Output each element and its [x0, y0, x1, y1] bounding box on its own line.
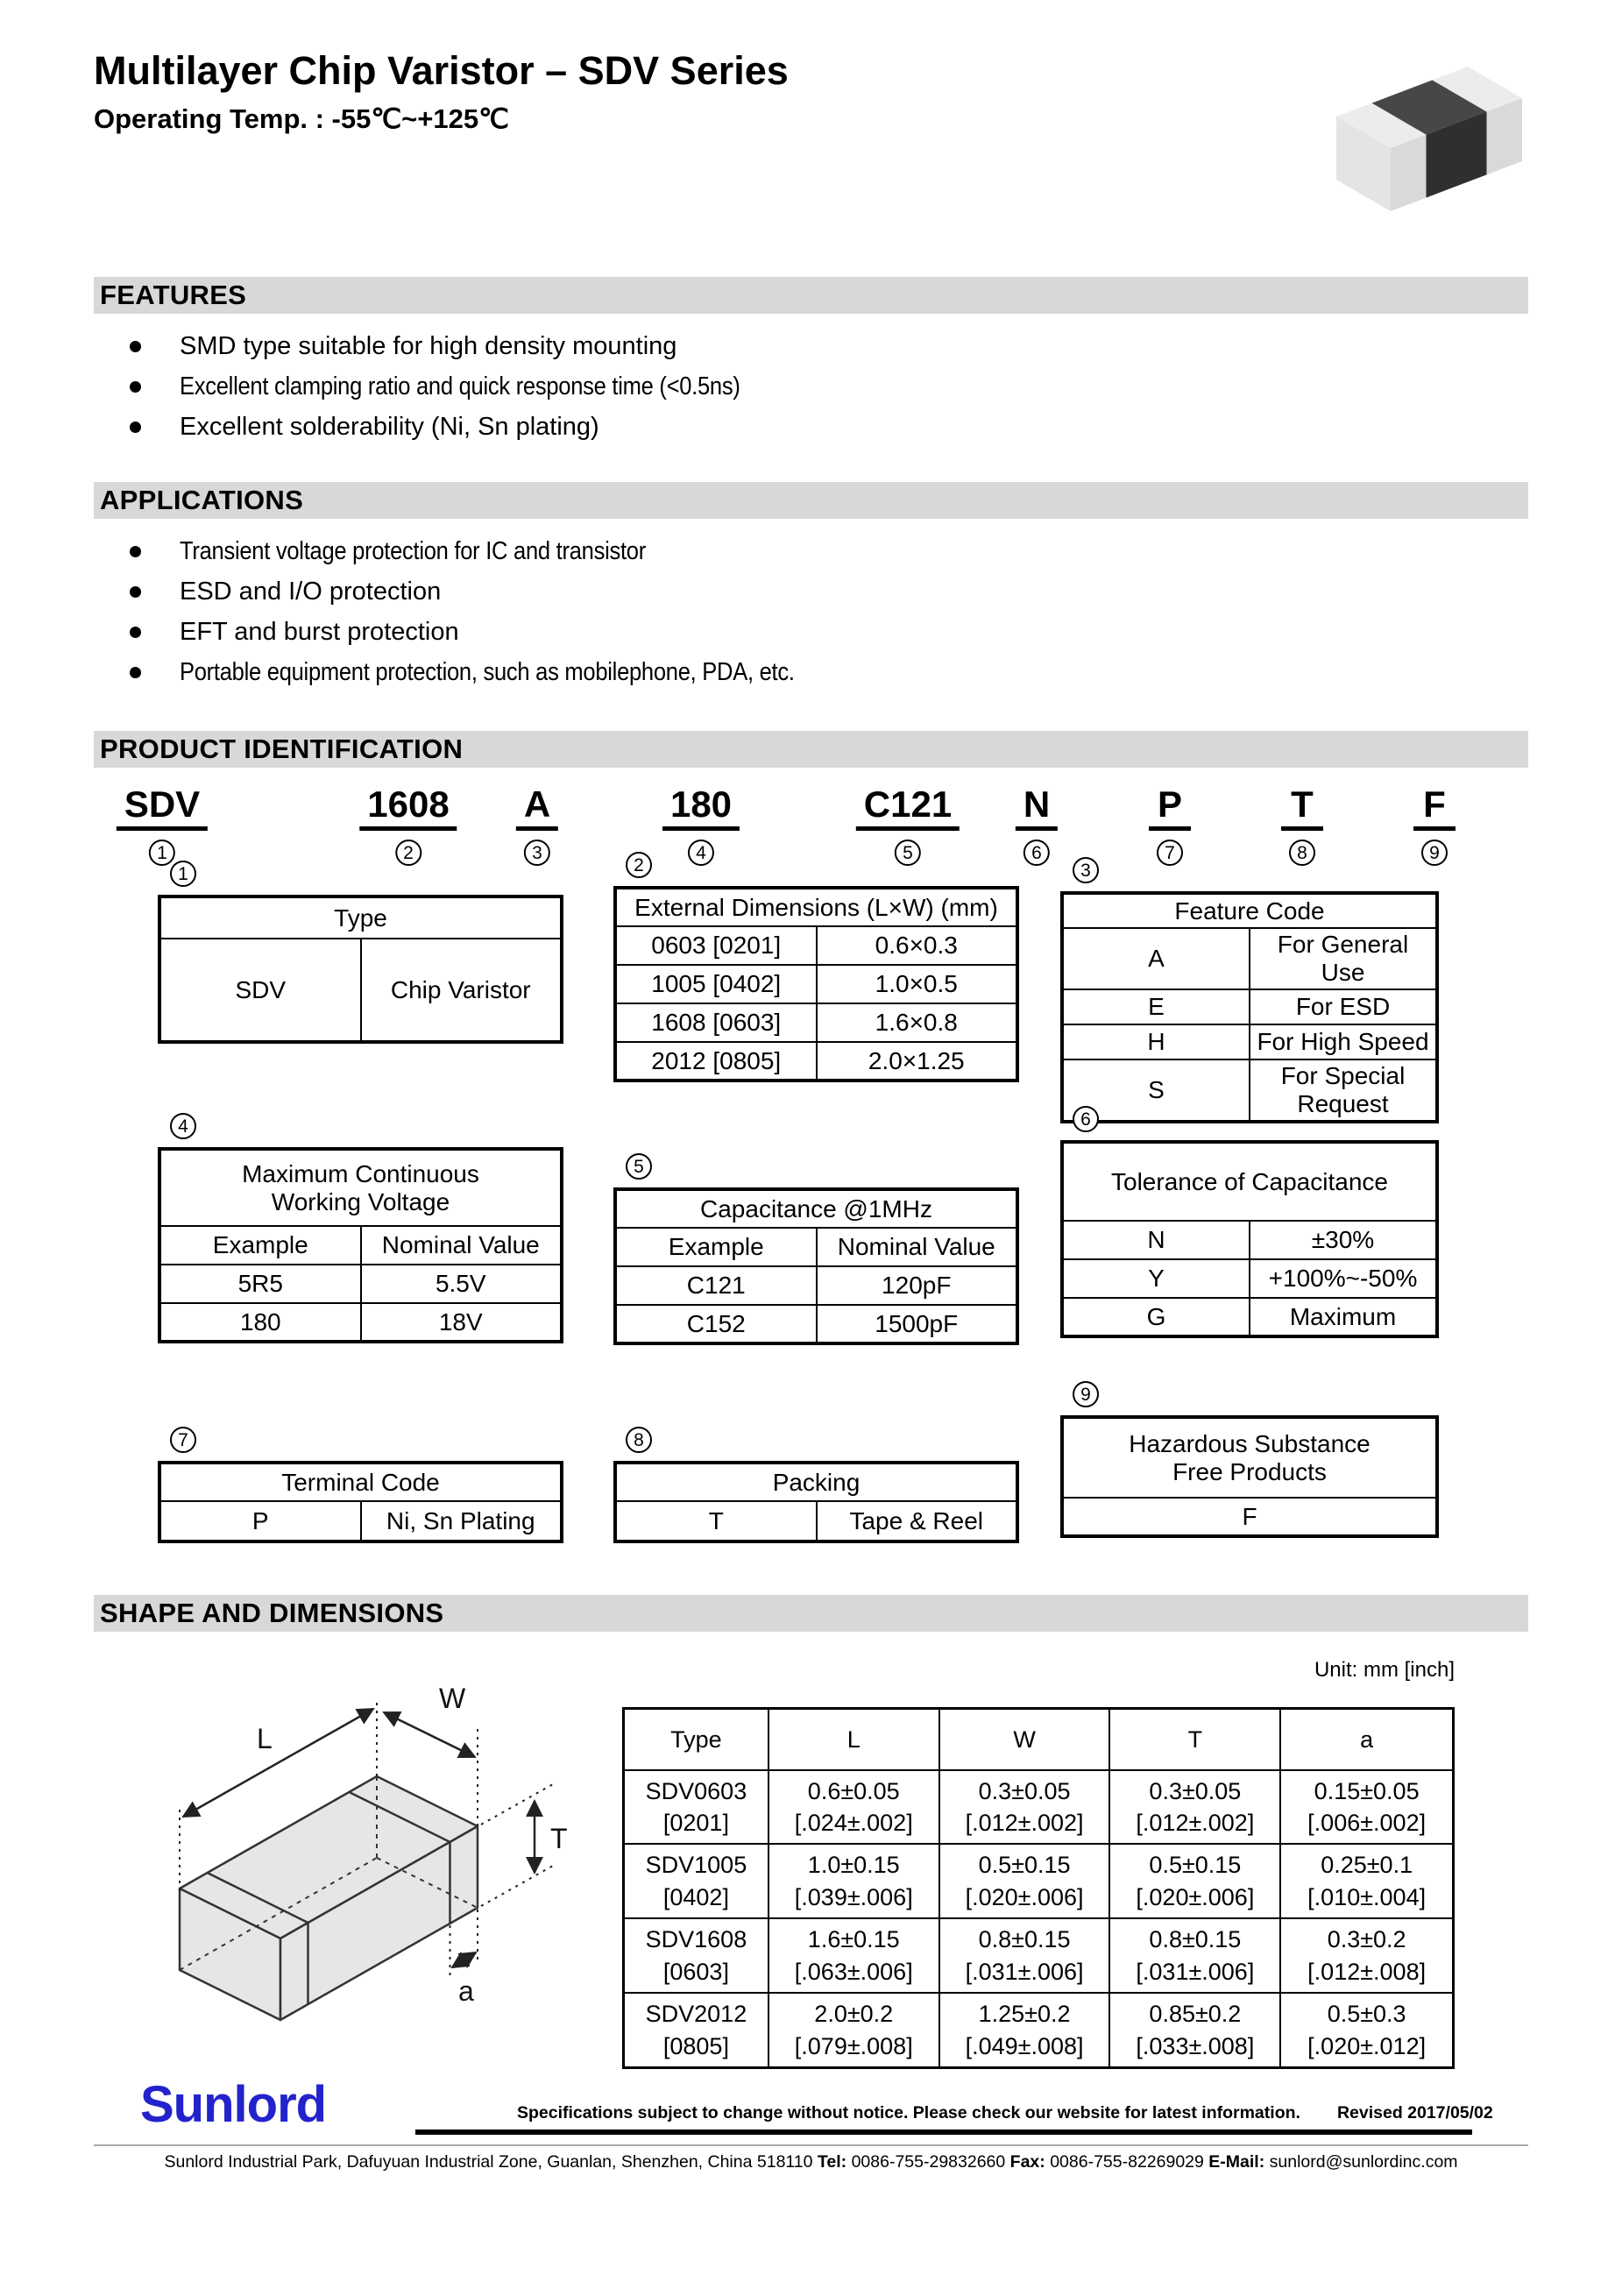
value-inch: [.020±.012]: [1307, 2032, 1427, 2059]
type-cell: [624, 1918, 769, 1993]
feature-text: Excellent clamping ratio and quick response time (<0.5ns): [180, 372, 740, 400]
l-cell: [769, 1770, 939, 1845]
value-mm: SDV1608: [645, 1926, 747, 1953]
tolerance-table: [1060, 1140, 1439, 1338]
hazardous-free-block: [1060, 1381, 1439, 1538]
circled-number-8-icon: 8: [626, 1427, 652, 1453]
table-title: Packing: [615, 1463, 1017, 1501]
value-mm: 0.8±0.15: [978, 1926, 1071, 1953]
l-cell: [769, 1993, 939, 2067]
application-text: EFT and burst protection: [180, 617, 459, 646]
circled-number-5-icon: 5: [895, 840, 921, 866]
voltage-value-cell: 5.5V: [361, 1265, 563, 1303]
list-item: [130, 366, 817, 407]
email-value: sunlord@sunlordinc.com: [1269, 2152, 1458, 2172]
value-inch: [.031±.006]: [1136, 1958, 1255, 1985]
column-header: T: [1109, 1709, 1280, 1770]
bullet-icon: [130, 381, 141, 393]
application-text: Portable equipment protection, such as mobilephone, PDA, etc.: [180, 657, 795, 686]
address-text: Sunlord Industrial Park, Dafuyuan Industrial Zone, Guanlan, Shenzhen, China 518110: [164, 2152, 813, 2172]
part-segment-feature: [516, 785, 558, 866]
a-cell: [1280, 1770, 1453, 1845]
tel-label: Tel:: [817, 2152, 847, 2172]
column-header: Nominal Value: [817, 1228, 1018, 1266]
tolerance-code-cell: Y: [1062, 1259, 1250, 1298]
tolerance-block: [1060, 1106, 1439, 1338]
value-mm: 0.3±0.2: [1327, 1926, 1406, 1953]
l-cell: [769, 1918, 939, 1993]
value-inch: [0603]: [662, 1958, 729, 1985]
page-title: Multilayer Chip Varistor – SDV Series: [94, 48, 789, 93]
feature-text: Excellent solderability (Ni, Sn plating): [180, 412, 599, 441]
value-inch: [.020±.006]: [1136, 1883, 1255, 1910]
page-subtitle: Operating Temp. : -55℃~+125℃: [94, 103, 509, 134]
part-segment-tolerance: [1016, 785, 1058, 866]
size-code-cell: 0603 [0201]: [615, 926, 817, 965]
list-item: [130, 531, 878, 571]
type-table: [158, 895, 563, 1044]
circled-number-8-icon: 8: [1289, 840, 1315, 866]
hazardous-free-table: [1060, 1415, 1439, 1538]
w-cell: [939, 1993, 1110, 2067]
l-cell: [769, 1844, 939, 1918]
hazardous-code-cell: F: [1062, 1498, 1437, 1536]
column-header: Type: [624, 1709, 769, 1770]
list-item: [130, 571, 878, 612]
part-segment-terminal: [1149, 785, 1191, 866]
bullet-icon: [130, 586, 141, 598]
column-header: L: [769, 1709, 939, 1770]
value-mm: 1.0±0.15: [807, 1852, 900, 1879]
t-cell: [1109, 1844, 1280, 1918]
packing-table: [613, 1461, 1019, 1543]
part-segment-size: [359, 785, 457, 866]
circled-number-4-icon: 4: [170, 1113, 196, 1139]
table-row: [624, 1918, 1454, 1993]
footer-note-text: Specifications subject to change without notice. Please check our website for latest information.: [517, 2103, 1300, 2122]
capacitance-code-cell: C121: [615, 1266, 817, 1305]
tolerance-value-cell: ±30%: [1250, 1221, 1437, 1259]
table-row: [624, 1770, 1454, 1845]
value-inch: [.012±.002]: [965, 1809, 1084, 1836]
value-mm: 0.5±0.3: [1327, 2001, 1406, 2028]
column-header: Nominal Value: [361, 1226, 563, 1265]
table-title-line2: Free Products: [1172, 1457, 1327, 1485]
feature-code-table: [1060, 891, 1439, 1123]
feature-desc-cell: For General Use: [1250, 928, 1437, 989]
table-title: Tolerance of Capacitance: [1062, 1142, 1437, 1221]
bullet-icon: [130, 667, 141, 678]
features-list: [130, 326, 817, 447]
value-inch: [.063±.006]: [794, 1958, 913, 1985]
part-code: 180: [662, 785, 740, 831]
w-cell: [939, 1770, 1110, 1845]
value-inch: [.006±.002]: [1307, 1809, 1427, 1836]
chip-photo: [1301, 22, 1590, 215]
terminal-value-cell: Ni, Sn Plating: [361, 1501, 563, 1541]
type-cell: [624, 1844, 769, 1918]
table-title: Maximum Continuous Working Voltage: [159, 1149, 562, 1226]
table-title: Terminal Code: [159, 1463, 562, 1501]
w-cell: [939, 1844, 1110, 1918]
circled-number-7-icon: 7: [170, 1427, 196, 1453]
application-text: Transient voltage protection for IC and transistor: [180, 536, 646, 565]
part-code: P: [1149, 785, 1191, 831]
sunlord-logo: Sunlord: [140, 2076, 327, 2133]
tel-value: 0086-755-29832660: [851, 2152, 1006, 2172]
label-width: W: [439, 1683, 466, 1714]
terminal-code-cell: P: [159, 1501, 361, 1541]
tolerance-value-cell: +100%~-50%: [1250, 1259, 1437, 1298]
list-item: [130, 326, 817, 366]
t-cell: [1109, 1993, 1280, 2067]
packing-block: [613, 1427, 1019, 1543]
t-cell: [1109, 1918, 1280, 1993]
size-value-cell: 1.0×0.5: [817, 965, 1018, 1003]
value-inch: [0402]: [662, 1883, 729, 1910]
packing-code-cell: T: [615, 1501, 817, 1541]
max-voltage-table: [158, 1147, 563, 1343]
type-table-block: [158, 861, 563, 1044]
value-inch: [.012±.002]: [1136, 1809, 1255, 1836]
feature-desc-cell: For ESD: [1250, 989, 1437, 1024]
value-mm: 0.25±0.1: [1321, 1852, 1413, 1879]
features-heading-bar: [94, 277, 1528, 314]
type-desc-cell: Chip Varistor: [361, 939, 563, 1042]
chip-dimension-diagram: [101, 1678, 609, 2055]
feature-text: SMD type suitable for high density mounting: [180, 331, 677, 360]
value-inch: [.024±.002]: [794, 1809, 913, 1836]
value-mm: SDV2012: [645, 2001, 747, 2028]
footer-address: [94, 2152, 1528, 2172]
part-code: N: [1016, 785, 1058, 831]
applications-heading: APPLICATIONS: [100, 485, 304, 515]
voltage-value-cell: 18V: [361, 1303, 563, 1342]
value-mm: 0.5±0.15: [1149, 1852, 1242, 1879]
footer-note: [517, 2103, 1493, 2123]
a-cell: [1280, 1993, 1453, 2067]
value-mm: 1.6±0.15: [807, 1926, 900, 1953]
table-title-line1: Hazardous Substance: [1129, 1429, 1371, 1457]
dimensions-table: [622, 1707, 1455, 2069]
circled-number-2-icon: 2: [626, 852, 652, 878]
type-code-cell: SDV: [159, 939, 361, 1042]
value-mm: 0.3±0.05: [1149, 1777, 1242, 1804]
capacitance-value-cell: 120pF: [817, 1266, 1018, 1305]
voltage-code-cell: 5R5: [159, 1265, 361, 1303]
capacitance-value-cell: 1500pF: [817, 1305, 1018, 1343]
bullet-icon: [130, 546, 141, 557]
voltage-code-cell: 180: [159, 1303, 361, 1342]
tolerance-code-cell: G: [1062, 1298, 1250, 1336]
terminal-code-table: [158, 1461, 563, 1543]
value-inch: [.010±.004]: [1307, 1883, 1427, 1910]
circled-number-5-icon: 5: [626, 1153, 652, 1180]
part-code: F: [1413, 785, 1456, 831]
value-inch: [.031±.006]: [965, 1958, 1084, 1985]
application-text: ESD and I/O protection: [180, 577, 442, 606]
column-header: a: [1280, 1709, 1453, 1770]
feature-code-cell: A: [1062, 928, 1250, 989]
bullet-icon: [130, 627, 141, 638]
table-title: Capacitance @1MHz: [615, 1189, 1017, 1228]
table-row: [624, 1993, 1454, 2067]
tolerance-code-cell: N: [1062, 1221, 1250, 1259]
feature-code-cell: E: [1062, 989, 1250, 1024]
fax-label: Fax:: [1009, 2152, 1045, 2172]
fax-value: 0086-755-82269029: [1050, 2152, 1204, 2172]
value-inch: [.033±.008]: [1136, 2032, 1255, 2059]
circled-number-1-icon: 1: [149, 840, 175, 866]
product-identification-heading-bar: [94, 731, 1528, 768]
part-code: SDV: [117, 785, 208, 831]
size-code-cell: 1608 [0603]: [615, 1003, 817, 1042]
value-mm: SDV1005: [645, 1852, 747, 1879]
table-title: [1062, 1417, 1437, 1498]
value-mm: 2.0±0.2: [814, 2001, 894, 2028]
part-code: 1608: [359, 785, 457, 831]
tolerance-value-cell: Maximum: [1250, 1298, 1437, 1336]
type-cell: [624, 1993, 769, 2067]
circled-number-6-icon: 6: [1023, 840, 1050, 866]
part-segment-packing: [1281, 785, 1323, 866]
feature-code-cell: S: [1062, 1059, 1250, 1122]
label-thickness: T: [550, 1823, 568, 1854]
footer-hairline: [94, 2144, 1528, 2146]
max-voltage-block: [158, 1113, 563, 1343]
circled-number-2-icon: 2: [395, 840, 421, 866]
chip-photo-body: [1336, 67, 1522, 211]
capacitance-block: [613, 1153, 1019, 1345]
external-dimensions-table: [613, 886, 1019, 1082]
table-title: Feature Code: [1062, 893, 1437, 928]
value-mm: 0.8±0.15: [1149, 1926, 1242, 1953]
shape-dimensions-heading: SHAPE AND DIMENSIONS: [100, 1598, 444, 1628]
list-item: [130, 652, 878, 692]
shape-dimensions-heading-bar: [94, 1595, 1528, 1632]
label-terminal-a: a: [458, 1975, 474, 2007]
feature-desc-cell: For High Speed: [1250, 1024, 1437, 1059]
part-code: C121: [856, 785, 960, 831]
value-mm: 0.6±0.05: [807, 1777, 900, 1804]
capacitance-code-cell: C152: [615, 1305, 817, 1343]
size-value-cell: 0.6×0.3: [817, 926, 1018, 965]
size-value-cell: 1.6×0.8: [817, 1003, 1018, 1042]
diagram-box: [180, 1776, 478, 2020]
list-item: [130, 612, 878, 652]
a-cell: [1280, 1844, 1453, 1918]
value-inch: [.039±.006]: [794, 1883, 913, 1910]
circled-number-9-icon: 9: [1073, 1381, 1099, 1407]
table-title: Type: [159, 896, 562, 939]
external-dimensions-block: [613, 852, 1019, 1082]
size-code-cell: 1005 [0402]: [615, 965, 817, 1003]
unit-note: Unit: mm [inch]: [1314, 1658, 1455, 1682]
features-heading: FEATURES: [100, 280, 247, 310]
circled-number-9-icon: 9: [1421, 840, 1448, 866]
terminal-code-block: [158, 1427, 563, 1543]
value-mm: 0.3±0.05: [978, 1777, 1071, 1804]
column-header: W: [939, 1709, 1110, 1770]
part-segment-hazardfree: [1413, 785, 1456, 866]
value-mm: SDV0603: [645, 1777, 747, 1804]
feature-code-cell: H: [1062, 1024, 1250, 1059]
applications-list: [130, 531, 878, 692]
product-identification-heading: PRODUCT IDENTIFICATION: [100, 733, 464, 764]
value-inch: [0805]: [662, 2032, 729, 2059]
bullet-icon: [130, 341, 141, 352]
circled-number-4-icon: 4: [688, 840, 714, 866]
value-mm: 1.25±0.2: [978, 2001, 1071, 2028]
packing-value-cell: Tape & Reel: [817, 1501, 1018, 1541]
footer-divider: [415, 2129, 1472, 2135]
circled-number-6-icon: 6: [1073, 1106, 1099, 1132]
circled-number-1-icon: 1: [170, 861, 196, 887]
footer-revised: Revised 2017/05/02: [1336, 2103, 1493, 2122]
value-inch: [0201]: [662, 1809, 729, 1836]
dimensions-header-row: [624, 1709, 1454, 1770]
value-inch: [.020±.006]: [965, 1883, 1084, 1910]
circled-number-7-icon: 7: [1157, 840, 1183, 866]
size-value-cell: 2.0×1.25: [817, 1042, 1018, 1081]
value-mm: 0.15±0.05: [1314, 1777, 1420, 1804]
column-header: Example: [159, 1226, 361, 1265]
type-cell: [624, 1770, 769, 1845]
feature-desc-cell: For Special Request: [1250, 1059, 1437, 1122]
a-cell: [1280, 1918, 1453, 1993]
size-code-cell: 2012 [0805]: [615, 1042, 817, 1081]
value-inch: [.079±.008]: [794, 2032, 913, 2059]
value-mm: 0.5±0.15: [978, 1852, 1071, 1879]
list-item: [130, 407, 817, 447]
value-mm: 0.85±0.2: [1149, 2001, 1242, 2028]
label-length: L: [257, 1723, 273, 1754]
circled-number-3-icon: 3: [524, 840, 550, 866]
part-code: A: [516, 785, 558, 831]
t-cell: [1109, 1770, 1280, 1845]
table-row: [624, 1844, 1454, 1918]
table-title: External Dimensions (L×W) (mm): [615, 888, 1017, 926]
value-inch: [.012±.008]: [1307, 1958, 1427, 1985]
value-inch: [.049±.008]: [965, 2032, 1084, 2059]
feature-code-block: [1060, 857, 1439, 1123]
part-segment-type: [117, 785, 208, 866]
w-cell: [939, 1918, 1110, 1993]
part-code: T: [1281, 785, 1323, 831]
applications-heading-bar: [94, 482, 1528, 519]
capacitance-table: [613, 1187, 1019, 1345]
column-header: Example: [615, 1228, 817, 1266]
email-label: E-Mail:: [1208, 2152, 1265, 2172]
bullet-icon: [130, 422, 141, 433]
circled-number-3-icon: 3: [1073, 857, 1099, 883]
